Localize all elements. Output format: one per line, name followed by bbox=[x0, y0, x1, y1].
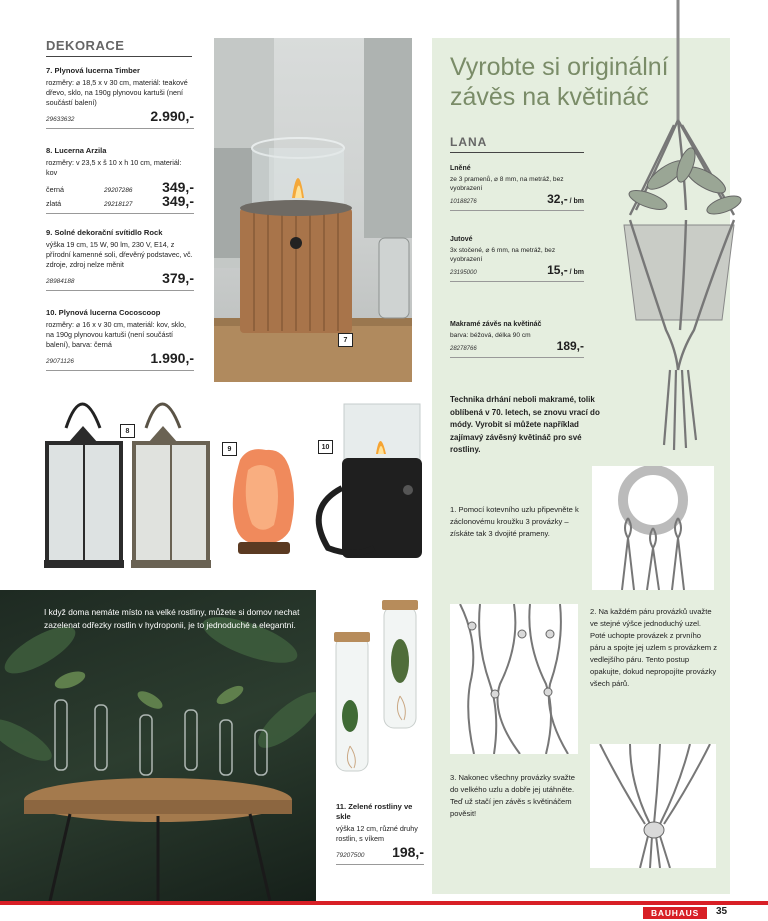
lana-unit: / bm bbox=[569, 198, 584, 205]
product-code: 79207500 bbox=[336, 852, 365, 859]
product-8 bbox=[46, 146, 194, 214]
lana-code: 23195000 bbox=[450, 270, 477, 276]
hydroponics-caption: I když doma nemáte místo na velké rostliny, můžete si domov nechat zazelenat odřezky rostlin v hydroponii, je to jednoduché a elegantní. bbox=[44, 607, 300, 630]
section-title: DEKORACE bbox=[46, 38, 192, 57]
badge-10: 10 bbox=[318, 440, 333, 454]
lana-name: Makramé závěs na květináč bbox=[450, 321, 542, 328]
glass-tubes-photo bbox=[330, 596, 430, 776]
lana-code: 10188276 bbox=[450, 199, 477, 205]
lana-name: Jutové bbox=[450, 236, 473, 243]
product-desc: rozměry: v 23,5 x š 10 x h 10 cm, materiál: kov bbox=[46, 158, 182, 177]
product-price: 198,- bbox=[392, 844, 424, 860]
badge-8: 8 bbox=[120, 424, 135, 438]
product-name: 10. Plynová lucerna Cocoscoop bbox=[46, 308, 161, 317]
product-7 bbox=[46, 66, 194, 129]
product-desc: výška 19 cm, 15 W, 90 lm, 230 V, E14, z přírodní kamenné soli, dřevěný podstavec, vč. zdroje, zdroj nelze měnit bbox=[46, 240, 193, 269]
lana-desc: ze 3 pramenů, ⌀ 8 mm, na metráž, bez vyobrazení bbox=[450, 176, 564, 192]
lantern-arzila-photo bbox=[44, 388, 214, 578]
product-desc: rozměry: ⌀ 16 x v 30 cm, materiál: kov, sklo, na 190g plynovou kartuši (není součástí balení), barva: černá bbox=[46, 320, 186, 349]
lana-desc: barva: béžová, délka 90 cm bbox=[450, 332, 531, 339]
product-name: 11. Zelené rostliny ve skle bbox=[336, 802, 413, 821]
lana-item-jute bbox=[450, 235, 584, 282]
product-price: 2.990,- bbox=[150, 108, 194, 124]
product-price: 1.990,- bbox=[150, 350, 194, 366]
step1-illustration bbox=[592, 466, 714, 590]
step-1: 1. Pomocí kotevního uzlu připevněte k záclonovému kroužku 3 provázky – získáte tak 3 dvojité prameny. bbox=[450, 505, 579, 538]
product-desc: výška 12 cm, různé druhy rostlin, s víkem bbox=[336, 824, 418, 843]
product-10 bbox=[46, 308, 194, 371]
lantern-timber-photo bbox=[214, 38, 412, 382]
variant-code: 29218127 bbox=[104, 201, 133, 208]
product-name: 9. Solné dekorační svítidlo Rock bbox=[46, 228, 163, 237]
macrame-intro: Technika drhání neboli makramé, tolik oblíbená v 70. letech, se znovu vrací do módy. Vyrobit si můžete například zajímavý závěsný květináč pro své rostliny. bbox=[450, 395, 600, 454]
lana-price: 32,- bbox=[547, 192, 568, 206]
variant-label: černá bbox=[46, 185, 64, 194]
variant-code: 29207286 bbox=[104, 187, 133, 194]
variant-row bbox=[46, 193, 194, 214]
variant-price: 349,- bbox=[162, 193, 194, 209]
lana-item-linen bbox=[450, 164, 584, 211]
badge-9: 9 bbox=[222, 442, 237, 456]
hydroponics-photo bbox=[0, 590, 316, 901]
product-9 bbox=[46, 228, 194, 291]
step3-illustration bbox=[590, 744, 716, 868]
product-desc: rozměry: ⌀ 18,5 x v 30 cm, materiál: teakové dřevo, sklo, na 190g plynovou kartuši (není součástí balení) bbox=[46, 78, 188, 107]
page-number: 35 bbox=[716, 906, 728, 917]
lana-name: Lněné bbox=[450, 165, 471, 172]
product-11 bbox=[336, 802, 424, 865]
badge-7: 7 bbox=[338, 333, 353, 347]
step-2: 2. Na každém páru provázků uvažte ve stejné výšce jednoduchý uzel. Poté uchopte provázek z prvního páru a spojte jej uzlem s provázkem z vedlejšího páru. Tento postup opakujte, dokud nepropojíte provázky všech párů. bbox=[590, 607, 718, 688]
footer-accent-line bbox=[0, 901, 768, 905]
lana-section-title: LANA bbox=[450, 135, 584, 153]
product-price: 379,- bbox=[162, 270, 194, 286]
product-name: 8. Lucerna Arzila bbox=[46, 146, 107, 155]
lana-item-hanger bbox=[450, 320, 584, 358]
product-name: 7. Plynová lucerna Timber bbox=[46, 66, 140, 75]
variant-label: zlatá bbox=[46, 199, 62, 208]
salt-lamp-photo bbox=[218, 440, 308, 570]
lana-price: 15,- bbox=[547, 263, 568, 277]
product-code: 28984188 bbox=[46, 278, 75, 285]
lana-code: 28278766 bbox=[450, 346, 477, 352]
lana-desc: 3x stočené, ⌀ 6 mm, na metráž, bez vyobrazení bbox=[450, 247, 556, 263]
lana-price: 189,- bbox=[556, 339, 584, 353]
bauhaus-logo: BAUHAUS bbox=[643, 907, 707, 919]
lantern-cocoscoop-photo bbox=[314, 398, 424, 568]
product-code: 29633632 bbox=[46, 116, 75, 123]
step2-illustration bbox=[450, 604, 578, 754]
hanging-planter-illustration bbox=[596, 0, 746, 460]
macrame-headline: Vyrobte si originální závěs na květináč bbox=[450, 53, 669, 111]
step-3: 3. Nakonec všechny provázky svažte do velkého uzlu a dobře jej utáhněte. Teď už stačí jen závěs s květináčem pověsit! bbox=[450, 773, 575, 818]
product-code: 29071126 bbox=[46, 358, 74, 365]
lana-unit: / bm bbox=[569, 269, 584, 276]
variant-price: 349,- bbox=[162, 179, 194, 195]
